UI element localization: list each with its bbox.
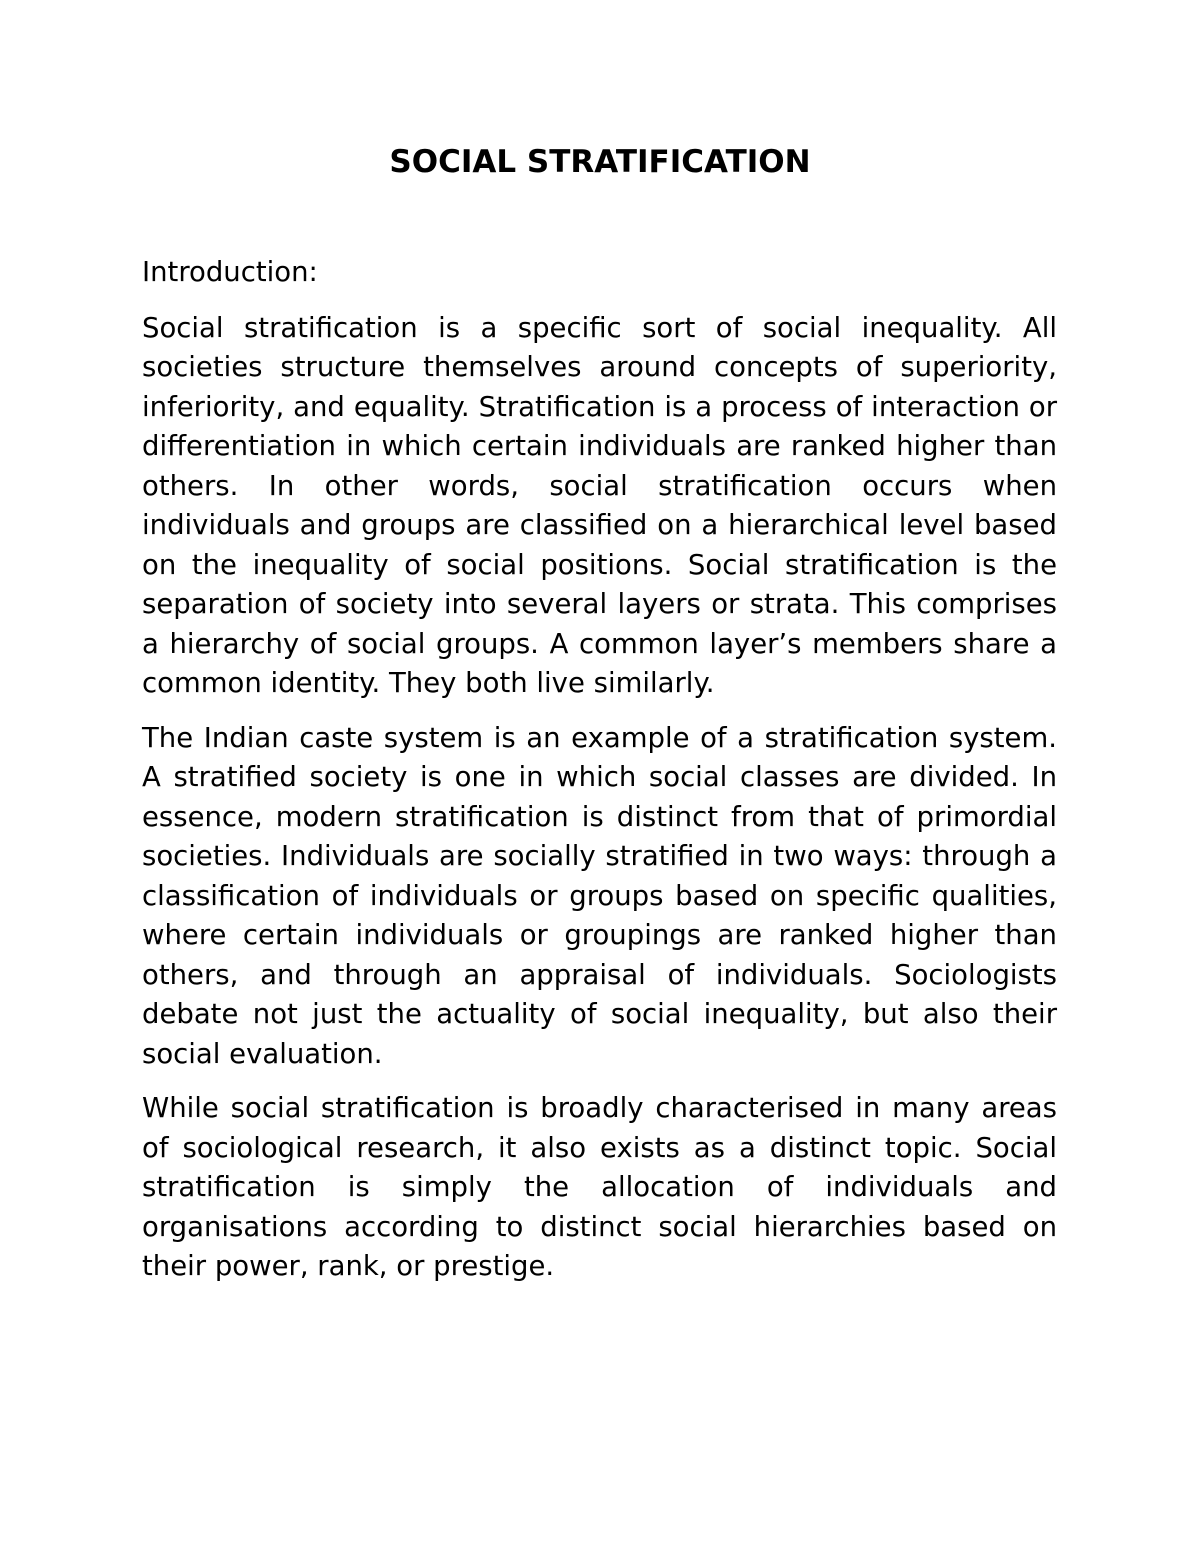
paragraph-3: While social stratification is broadly characterised in many areas of sociological research, it also exists as a distinct topic. Social stratification is simply the allocation of individuals and organisations according to distinct social hierarchies based on their power, rank, or prestige. — [142, 1092, 1057, 1282]
section-heading-introduction: Introduction: — [142, 256, 318, 288]
document-title: SOCIAL STRATIFICATION — [389, 144, 811, 180]
paragraph-2: The Indian caste system is an example of a stratification system. A stratified society is one in which social classes are divided. In essence, modern stratification is distinct from that of primordial societies. Individuals are socially stratified in two ways: through a classification of individuals or groups based on specific qualities, where certain individuals or groupings are ranked higher than others, and through an appraisal of individuals. Sociologists debate not just the actuality of social inequality, but also their social evaluation. — [142, 721, 1057, 1070]
document-body — [142, 253, 1057, 1302]
paragraph-1: Social stratification is a specific sort of social inequality. All societies structure themselves around concepts of superiority, inferiority, and equality. Stratification is a process of interaction or differentiation in which certain individuals are ranked higher than others. In other words, social stratification occurs when individuals and groups are classified on a hierarchical level based on the inequality of social positions. Social stratification is the separation of society into several layers or strata. This comprises a hierarchy of social groups. A common layer’s members share a common identity. They both live similarly. — [142, 311, 1057, 699]
